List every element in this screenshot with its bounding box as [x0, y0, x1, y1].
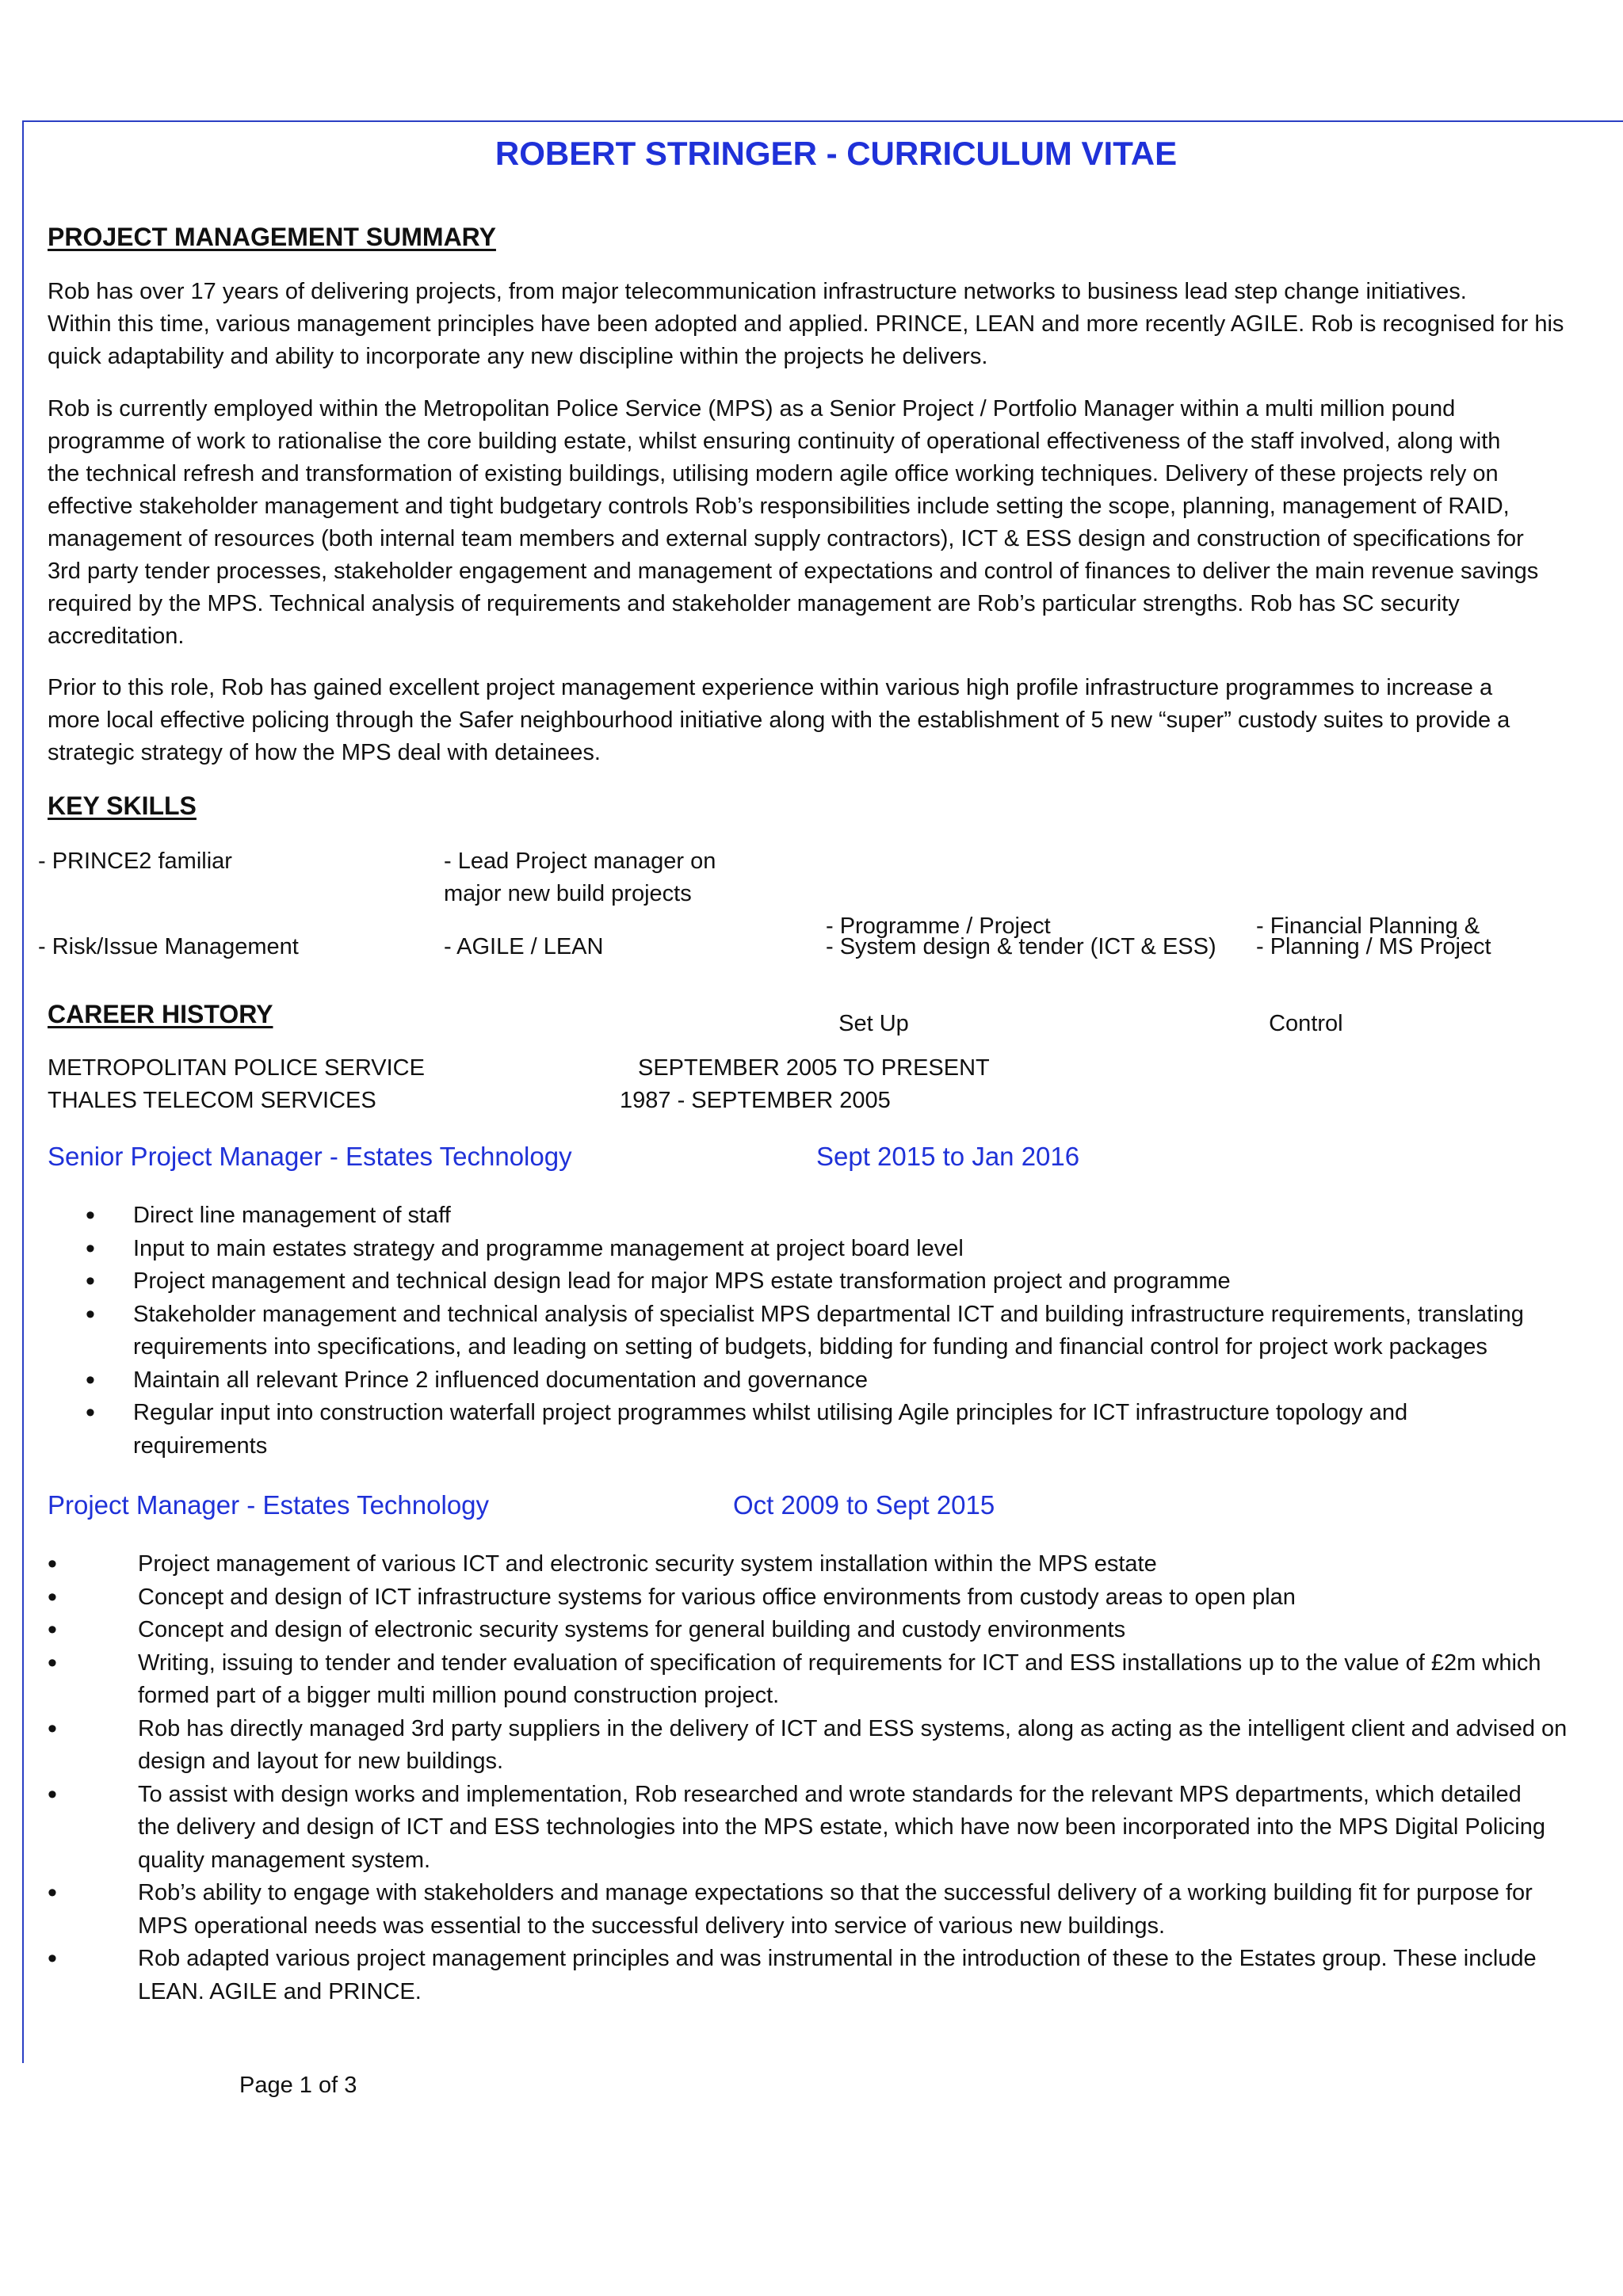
- bullet-icon: •: [48, 1713, 57, 1744]
- page-frame-top-border: [22, 120, 1623, 122]
- list-item: [0, 1548, 1567, 1581]
- text-line: effective stakeholder management and tight budgetary controls Rob’s responsibilities include setting the scope, planning, management of RAID,: [48, 494, 1510, 519]
- text-line: Prior to this role, Rob has gained excellent project management experience within various high profile infrastructure programmes to increase a: [48, 675, 1493, 700]
- text-line: required by the MPS. Technical analysis of requirements and stakeholder management are Rob’s particular strengths. Rob has SC security: [48, 591, 1460, 616]
- text-line: Rob is currently employed within the Metropolitan Police Service (MPS) as a Senior Project / Portfolio Manager within a multi million pound: [48, 396, 1456, 421]
- list-item: [0, 1943, 1567, 2008]
- key-skills-heading: KEY SKILLS: [48, 791, 197, 820]
- list-item: [0, 1364, 1524, 1398]
- skill-item: - AGILE / LEAN: [444, 934, 604, 959]
- role-1-bullet-list: [0, 1199, 1524, 1463]
- bullet-icon: •: [86, 1266, 95, 1296]
- text-line: accreditation.: [48, 624, 185, 649]
- list-item: [0, 1779, 1567, 1878]
- employer-dates: 1987 - SEPTEMBER 2005: [620, 1088, 891, 1113]
- bullet-line: the delivery and design of ICT and ESS technologies into the MPS estate, which have now been incorporated into the MPS Digital Policing: [138, 1814, 1545, 1840]
- bullet-line: Project management and technical design lead for major MPS estate transformation project and programme: [133, 1268, 1231, 1294]
- bullet-line: Stakeholder management and technical analysis of specialist MPS departmental ICT and building infrastructure requirements, translating: [133, 1301, 1524, 1327]
- bullet-line: design and layout for new buildings.: [138, 1749, 504, 1774]
- bullet-icon: •: [86, 1200, 95, 1230]
- skill-line: Set Up: [826, 1011, 909, 1036]
- skill-item: [38, 845, 232, 878]
- list-item: [0, 1877, 1567, 1943]
- bullet-line: formed part of a bigger multi million pound construction project.: [138, 1683, 780, 1708]
- employer-name: THALES TELECOM SERVICES: [48, 1088, 376, 1113]
- bullet-line: Concept and design of electronic security systems for general building and custody environments: [138, 1617, 1126, 1642]
- bullet-line: requirements: [133, 1432, 268, 1459]
- bullet-line: Project management of various ICT and electronic security system installation within the MPS estate: [138, 1551, 1157, 1577]
- bullet-icon: •: [86, 1398, 95, 1428]
- text-line: Rob has over 17 years of delivering projects, from major telecommunication infrastructure networks to business lead step change initiatives.: [48, 279, 1467, 304]
- bullet-icon: •: [48, 1779, 57, 1810]
- skill-line: - Financial Planning &: [1256, 913, 1480, 939]
- bullet-line: requirements into specifications, and leading on setting of budgets, bidding for funding and financial control for project work packages: [133, 1334, 1487, 1360]
- bullet-line: Input to main estates strategy and programme management at project board level: [133, 1235, 964, 1261]
- list-item: [0, 1265, 1524, 1299]
- bullet-line: quality management system.: [138, 1847, 431, 1873]
- employer-name: METROPOLITAN POLICE SERVICE: [48, 1055, 425, 1081]
- summary-paragraph-3: [48, 672, 1623, 769]
- list-item: [0, 1581, 1567, 1615]
- list-item: [0, 1233, 1524, 1266]
- skill-line: - PRINCE2 familiar: [38, 849, 232, 874]
- role-title: Project Manager - Estates Technology: [48, 1490, 490, 1520]
- bullet-icon: •: [48, 1549, 57, 1579]
- bullet-icon: •: [86, 1233, 95, 1264]
- list-item: [0, 1647, 1567, 1713]
- skill-line: major new build projects: [444, 881, 692, 906]
- text-line: quick adaptability and ability to incorporate any new discipline within the projects he delivers.: [48, 344, 988, 369]
- text-line: Within this time, various management principles have been adopted and applied. PRINCE, LEAN and more recently AGILE. Rob is recognised for his: [48, 311, 1564, 337]
- skill-line: Control: [1256, 1011, 1343, 1036]
- skill-item: - Risk/Issue Management: [38, 934, 299, 959]
- bullet-line: MPS operational needs was essential to the successful delivery into service of various new buildings.: [138, 1913, 1166, 1939]
- text-line: 3rd party tender processes, stakeholder engagement and management of expectations and control of finances to deliver the main revenue savings: [48, 559, 1539, 584]
- text-line: management of resources (both internal team members and external supply contractors), ICT & ESS design and construction of specifications for: [48, 526, 1524, 551]
- bullet-icon: •: [48, 1943, 57, 1974]
- employer-dates: SEPTEMBER 2005 TO PRESENT: [638, 1055, 990, 1081]
- bullet-icon: •: [86, 1299, 95, 1329]
- role-dates: Sept 2015 to Jan 2016: [816, 1142, 1080, 1171]
- role-2-bullet-list: [0, 1548, 1567, 2008]
- bullet-icon: •: [48, 1878, 57, 1908]
- career-history-heading: CAREER HISTORY: [48, 1000, 273, 1028]
- bullet-line: Rob has directly managed 3rd party suppliers in the delivery of ICT and ESS systems, along as acting as the intelligent client and advised on: [138, 1715, 1568, 1741]
- text-line: programme of work to rationalise the core building estate, whilst ensuring continuity of operational effectiveness of the staff involved, along with: [48, 429, 1501, 454]
- bullet-line: Maintain all relevant Prince 2 influenced documentation and governance: [133, 1367, 868, 1393]
- bullet-line: LEAN. AGILE and PRINCE.: [138, 1978, 422, 2004]
- summary-heading: PROJECT MANAGEMENT SUMMARY: [48, 223, 496, 251]
- text-line: strategic strategy of how the MPS deal with detainees.: [48, 740, 601, 765]
- bullet-line: Concept and design of ICT infrastructure systems for various office environments from custody areas to open plan: [138, 1584, 1296, 1610]
- bullet-line: Rob adapted various project management principles and was instrumental in the introduction of these to the Estates group. These include: [138, 1946, 1537, 1971]
- bullet-line: Rob’s ability to engage with stakeholders and manage expectations so that the successful delivery of a working building fit for purpose for: [138, 1880, 1533, 1905]
- skill-item: [444, 845, 716, 910]
- bullet-icon: •: [48, 1647, 57, 1678]
- role-title: Senior Project Manager - Estates Technology: [48, 1142, 572, 1171]
- skill-item: - Planning / MS Project: [1256, 934, 1491, 959]
- bullet-icon: •: [48, 1615, 57, 1645]
- text-line: more local effective policing through the Safer neighbourhood initiative along with the establishment of 5 new “super” custody suites to provide a: [48, 707, 1510, 733]
- list-item: [0, 1299, 1524, 1364]
- skill-line: - Lead Project manager on: [444, 849, 716, 874]
- skill-item: - System design & tender (ICT & ESS): [826, 934, 1216, 959]
- list-item: [0, 1713, 1567, 1779]
- page-number: Page 1 of 3: [239, 2073, 357, 2098]
- list-item: [0, 1199, 1524, 1233]
- bullet-icon: •: [48, 1581, 57, 1612]
- bullet-line: Writing, issuing to tender and tender evaluation of specification of requirements for ICT and ESS installations up to the value of £2m which: [138, 1650, 1541, 1676]
- bullet-line: Regular input into construction waterfall project programmes whilst utilising Agile principles for ICT infrastructure topology and: [133, 1400, 1408, 1425]
- list-item: [0, 1614, 1567, 1647]
- bullet-line: To assist with design works and implementation, Rob researched and wrote standards for the relevant MPS departments, which detailed: [138, 1781, 1522, 1807]
- document-title: ROBERT STRINGER - CURRICULUM VITAE: [495, 135, 1178, 172]
- text-line: the technical refresh and transformation of existing buildings, utilising modern agile office working techniques. Delivery of these projects rely on: [48, 461, 1499, 486]
- summary-paragraph-2: [48, 393, 1623, 653]
- bullet-line: Direct line management of staff: [133, 1203, 451, 1228]
- list-item: [0, 1397, 1524, 1463]
- skill-line: - Programme / Project: [826, 913, 1051, 939]
- role-dates: Oct 2009 to Sept 2015: [733, 1490, 995, 1520]
- summary-paragraph-1: [48, 276, 1623, 373]
- bullet-icon: •: [86, 1364, 95, 1395]
